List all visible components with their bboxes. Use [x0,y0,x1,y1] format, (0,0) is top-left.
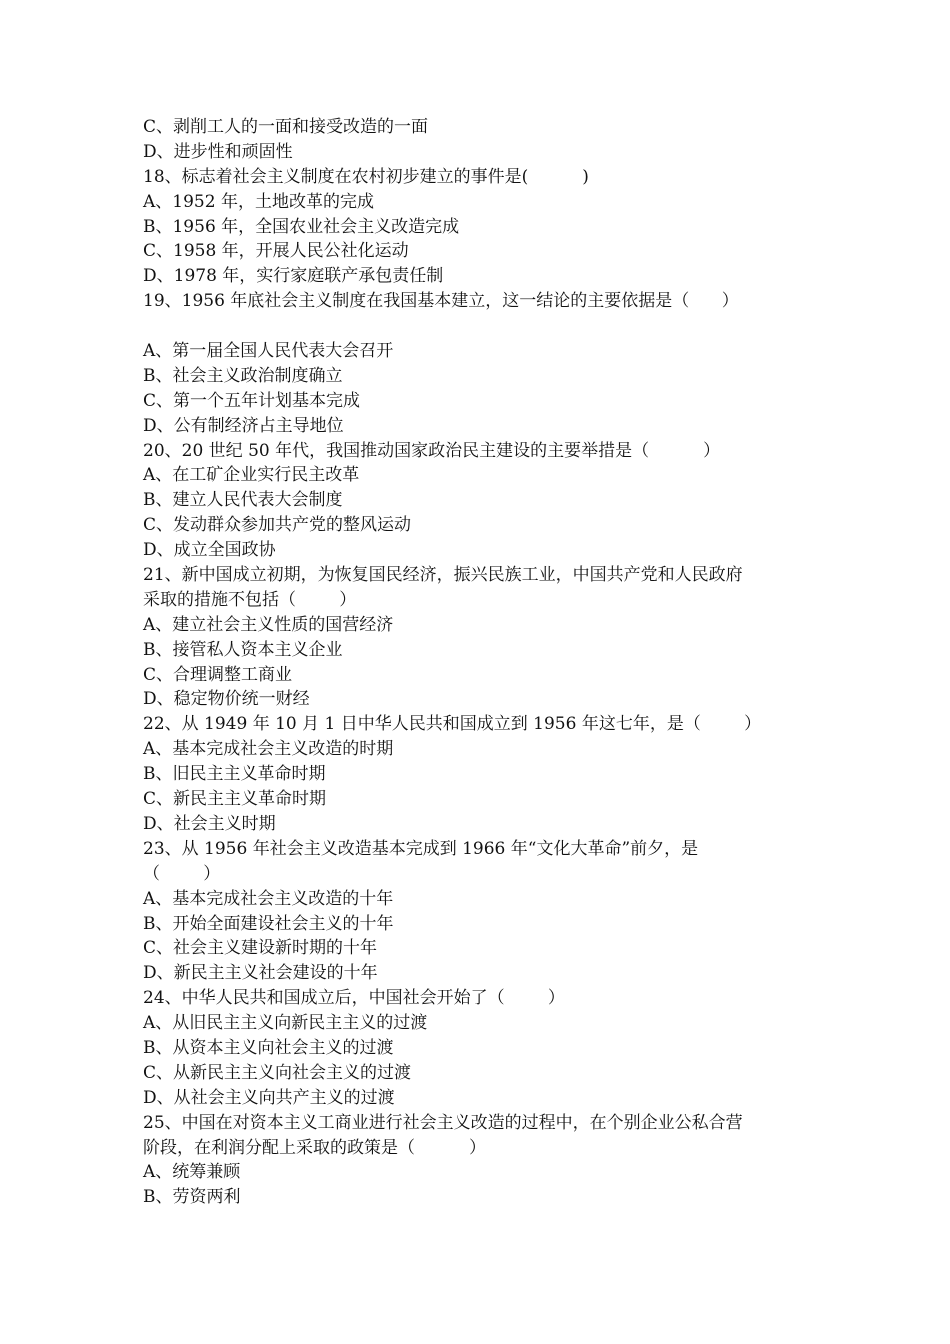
text-line: D、稳定物价统一财经 [143,689,310,710]
text-line: 23、从 1956 年社会主义改造基本完成到 1966 年“文化大革命”前夕，是 [143,838,699,859]
text-line: B、社会主义政治制度确立 [143,365,343,386]
text-line: D、从社会主义向共产主义的过渡 [143,1087,395,1108]
text-line: B、从资本主义向社会主义的过渡 [143,1037,394,1058]
text-line: 25、中国在对资本主义工商业进行社会主义改造的过程中，在个别企业公私合营 [143,1112,743,1133]
text-line: D、成立全国政协 [143,540,276,561]
text-line: 21、新中国成立初期，为恢复国民经济，振兴民族工业，中国共产党和人民政府 [143,565,743,586]
text-line: D、新民主主义社会建设的十年 [143,963,378,984]
text-line: 24、中华人民共和国成立后，中国社会开始了（ ） [143,988,565,1009]
blank-line [143,314,823,339]
text-line: C、新民主主义革命时期 [143,789,327,810]
text-line: A、建立社会主义性质的国营经济 [143,614,394,635]
text-line: B、旧民主主义革命时期 [143,764,326,785]
text-line: B、接管私人资本主义企业 [143,639,343,660]
text-line: D、公有制经济占主导地位 [143,415,344,436]
text-line: A、基本完成社会主义改造的时期 [143,739,394,760]
text-line: C、第一个五年计划基本完成 [143,390,361,411]
text-line: A、统筹兼顾 [143,1162,241,1183]
text-line: C、发动群众参加共产党的整风运动 [143,515,412,536]
text-line: A、基本完成社会主义改造的十年 [143,888,394,909]
text-line: C、1958 年，开展人民公社化运动 [143,241,409,262]
text-line: 19、1956 年底社会主义制度在我国基本建立，这一结论的主要依据是（ ） [143,291,739,312]
text-line: C、社会主义建设新时期的十年 [143,938,378,959]
text-line: D、社会主义时期 [143,813,276,834]
text-line: A、从旧民主主义向新民主主义的过渡 [143,1013,428,1034]
text-line: C、从新民主主义向社会主义的过渡 [143,1062,412,1083]
text-line: A、1952 年，土地改革的完成 [143,191,374,212]
text-line: C、剥削工人的一面和接受改造的一面 [143,117,429,137]
text-line: A、在工矿企业实行民主改革 [143,465,360,486]
text-line: （ ） [143,863,221,884]
question-text [143,115,823,1210]
text-line: B、劳资两利 [143,1187,241,1208]
text-line: D、进步性和顽固性 [143,141,293,162]
text-line: A、第一届全国人民代表大会召开 [143,341,394,362]
text-line: 采取的措施不包括（ ） [143,589,357,610]
text-line: D、1978 年，实行家庭联产承包责任制 [143,266,444,287]
text-line: 22、从 1949 年 10 月 1 日中华人民共和国成立到 1956 年这七年，是（ ） [143,714,762,735]
text-line: C、合理调整工商业 [143,664,293,685]
text-line: B、建立人民代表大会制度 [143,490,343,511]
text-line: 18、标志着社会主义制度在农村初步建立的事件是( ) [143,166,589,187]
text-line: B、1956 年，全国农业社会主义改造完成 [143,216,460,237]
text-line: 20、20 世纪 50 年代，我国推动国家政治民主建设的主要举措是（ ） [143,440,721,461]
text-line: B、开始全面建设社会主义的十年 [143,913,394,934]
text-line: 阶段，在利润分配上采取的政策是（ ） [143,1137,487,1158]
